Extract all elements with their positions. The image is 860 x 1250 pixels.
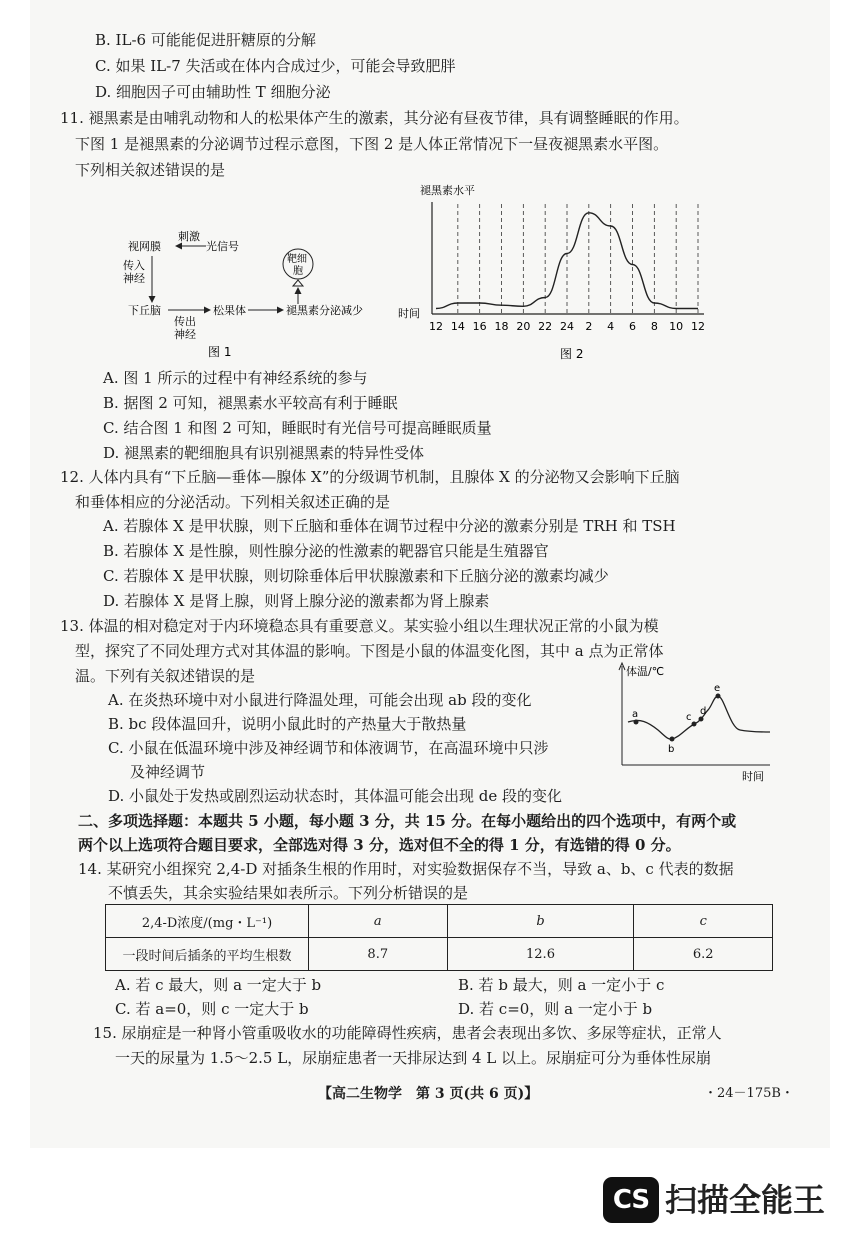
- table-row: [106, 905, 773, 938]
- fig13-point-e: [716, 694, 721, 699]
- q14-results-table: [105, 904, 773, 971]
- text-line-q15a: 15. 尿崩症是一种肾小管重吸收水的功能障碍性疾病，患者会表现出多饮、多尿等症状，正常人: [93, 1024, 722, 1042]
- table-row: [106, 938, 773, 971]
- fig1-light-signal-label: 光信号: [206, 240, 239, 253]
- text-line-q11b: 下图 1 是褪黑素的分泌调节过程示意图，下图 2 是人体正常情况下一昼夜褪黑素水平图。: [75, 135, 669, 153]
- text-line-q13od: D. 小鼠处于发热或剧烈运动状态时，其体温可能会出现 de 段的变化: [108, 787, 563, 805]
- fig13-label-a: a: [632, 709, 639, 720]
- text-line-q14od: D. 若 c=0，则 a 一定小于 b: [458, 1000, 653, 1018]
- fig1-afferent-label-1: 传入: [123, 259, 145, 272]
- fig2-tick-label: 12: [429, 320, 443, 333]
- text-line-q11a: 11. 褪黑素是由哺乳动物和人的松果体产生的激素，其分泌有昼夜节律，具有调整睡眠的作用。: [60, 109, 689, 127]
- fig1-retina-label: 视网膜: [128, 240, 161, 253]
- footer-page-info: 【高二生物学 第 3 页(共 6 页)】: [318, 1086, 539, 1102]
- fig13-ylabel: 体温/℃: [626, 665, 665, 678]
- fig2-ylabel: 褪黑素水平: [420, 184, 475, 197]
- text-line-q13a: 13. 体温的相对稳定对于内环境稳态具有重要意义。某实验小组以生理状况正常的小鼠为模: [60, 617, 659, 635]
- text-line-sec2b: 两个以上选项符合题目要求，全部选对得 3 分，选对但不全的得 1 分，有选错的得 0 分。: [78, 836, 681, 854]
- table-value-b: 12.6: [447, 938, 634, 971]
- fig2-xlabel: 时间: [398, 307, 420, 320]
- fig13-point-c: [692, 722, 697, 727]
- table-value-c: 6.2: [634, 938, 773, 971]
- text-line-q11od: D. 褪黑素的靶细胞具有识别褪黑素的特异性受体: [103, 444, 425, 462]
- fig1-target-label-2: 胞: [293, 266, 303, 277]
- fig2-tick-label: 4: [607, 320, 615, 333]
- text-line-q13b: 型，探究了不同处理方式对其体温的影响。下图是小鼠的体温变化图，其中 a 点为正常体: [75, 642, 664, 660]
- text-line-q14oc: C. 若 a=0，则 c 一定大于 b: [115, 1000, 309, 1018]
- fig13-point-a: [634, 720, 639, 725]
- fig2-tick-label: 20: [516, 320, 531, 333]
- fig2-tick-label: 8: [650, 320, 658, 333]
- fig13-xlabel: 时间: [742, 770, 764, 783]
- table-header-concentration: 2,4-D浓度/(mg・L⁻¹): [106, 905, 309, 938]
- fig1-pineal-label: 松果体: [213, 304, 246, 317]
- fig13-label-e: e: [714, 683, 721, 694]
- text-line-q12b: 和垂体相应的分泌活动。下列相关叙述正确的是: [75, 493, 391, 511]
- fig2-gridlines: [458, 204, 698, 314]
- text-line-q14oa: A. 若 c 最大，则 a 一定大于 b: [115, 976, 322, 994]
- fig2-tick-label: 22: [538, 320, 553, 333]
- fig13-label-c: c: [686, 712, 692, 723]
- fig1-efferent-label-1: 传出: [174, 315, 196, 328]
- text-line-q13oa: A. 在炎热环境中对小鼠进行降温处理，可能会出现 ab 段的变化: [108, 691, 532, 709]
- fig2-tick-label: 24: [560, 320, 574, 333]
- text-line-q15b: 一天的尿量为 1.5～2.5 L，尿崩症患者一天排尿达到 4 L 以上。尿崩症可分为垂体性尿崩: [115, 1049, 712, 1067]
- fig1-stimulus-label: 刺激: [178, 230, 200, 243]
- text-line-q12a: 12. 人体内具有“下丘脑—垂体—腺体 X”的分级调节机制，且腺体 X 的分泌物又会影响下丘脑: [60, 468, 680, 486]
- fig2-tick-label: 6: [629, 320, 636, 333]
- fig2-tick-label: 16: [472, 320, 487, 333]
- text-line-q10b: B. IL-6 可能能促进肝糖原的分解: [95, 31, 316, 49]
- text-line-q11c: 下列相关叙述错误的是: [75, 161, 226, 179]
- fig1-receptor-icon: [293, 280, 303, 286]
- text-line-q12od: D. 若腺体 X 是肾上腺，则肾上腺分泌的激素都为肾上腺素: [103, 592, 490, 610]
- text-line-q12ob: B. 若腺体 X 是性腺，则性腺分泌的性激素的靶器官只能是生殖器官: [103, 542, 549, 560]
- text-line-q11oa: A. 图 1 所示的过程中有神经系统的参与: [103, 369, 368, 387]
- text-line-q10c: C. 如果 IL-7 失活或在体内合成过少，可能会导致肥胖: [95, 57, 456, 75]
- text-line-q11oc: C. 结合图 1 和图 2 可知，睡眠时有光信号可提高睡眠质量: [103, 419, 492, 437]
- text-line-q13c: 温。下列有关叙述错误的是: [75, 667, 256, 685]
- fig2-tick-label: 14: [450, 320, 465, 333]
- text-line-q12oc: C. 若腺体 X 是甲状腺，则切除垂体后甲状腺激素和下丘脑分泌的激素均减少: [103, 567, 609, 585]
- fig1-afferent-label-2: 神经: [123, 272, 145, 285]
- table-row-label: 一段时间后插条的平均生根数: [106, 938, 309, 971]
- text-line-q13ob: B. bc 段体温回升，说明小鼠此时的产热量大于散热量: [108, 715, 467, 733]
- text-line-q12oa: A. 若腺体 X 是甲状腺，则下丘脑和垂体在调节过程中分泌的激素分别是 TRH 和 TSH: [103, 517, 676, 535]
- text-line-q14b: 不慎丢失，其余实验结果如表所示。下列分析错误的是: [108, 884, 469, 902]
- table-col-b: b: [447, 905, 634, 938]
- text-line-q13oc2: 及神经调节: [130, 763, 206, 781]
- camscanner-brand-name: 扫描全能王: [665, 1181, 826, 1219]
- fig13-point-b: [670, 737, 675, 742]
- fig13-label-d: d: [700, 706, 707, 717]
- text-line-q14ob: B. 若 b 最大，则 a 一定小于 c: [458, 976, 665, 994]
- fig1-efferent-label-2: 神经: [174, 328, 196, 341]
- fig2-tick-label: 18: [494, 320, 509, 333]
- text-line-q11ob: B. 据图 2 可知，褪黑素水平较高有利于睡眠: [103, 394, 398, 412]
- fig2-tick-label: 10: [669, 320, 684, 333]
- camscanner-logo: CS: [603, 1177, 659, 1223]
- fig13-label-b: b: [668, 744, 675, 755]
- figure-2-chart: [398, 180, 718, 360]
- table-col-a: a: [309, 905, 448, 938]
- fig1-caption: 图 1: [208, 345, 232, 359]
- figure-1-diagram: [118, 222, 398, 362]
- fig1-target-label-1: 靶细: [287, 254, 307, 265]
- text-line-sec2a: 二、多项选择题：本题共 5 小题，每小题 3 分，共 15 分。在每小题给出的四个选项中，有两个或: [78, 812, 737, 830]
- text-line-q10d: D. 细胞因子可由辅助性 T 细胞分泌: [95, 83, 331, 101]
- fig2-tick-labels: [429, 320, 705, 333]
- fig2-tick-label: 12: [691, 320, 705, 333]
- fig2-tick-label: 2: [585, 320, 593, 333]
- text-line-q13oc1: C. 小鼠在低温环境中涉及神经调节和体液调节，在高温环境中只涉: [108, 739, 549, 757]
- fig13-point-d: [699, 717, 704, 722]
- table-col-c: c: [634, 905, 773, 938]
- text-line-q14a: 14. 某研究小组探究 2,4-D 对插条生根的作用时，对实验数据保存不当，导致 a、b、c 代表的数据: [78, 860, 734, 878]
- fig1-result-label: 褪黑素分泌减少: [286, 304, 363, 317]
- fig2-caption: 图 2: [560, 347, 584, 360]
- footer-code: ・24－175B・: [704, 1086, 794, 1101]
- table-value-a: 8.7: [309, 938, 448, 971]
- fig1-hypothalamus-label: 下丘脑: [128, 304, 161, 317]
- figure-13-temperature-chart: [610, 660, 780, 785]
